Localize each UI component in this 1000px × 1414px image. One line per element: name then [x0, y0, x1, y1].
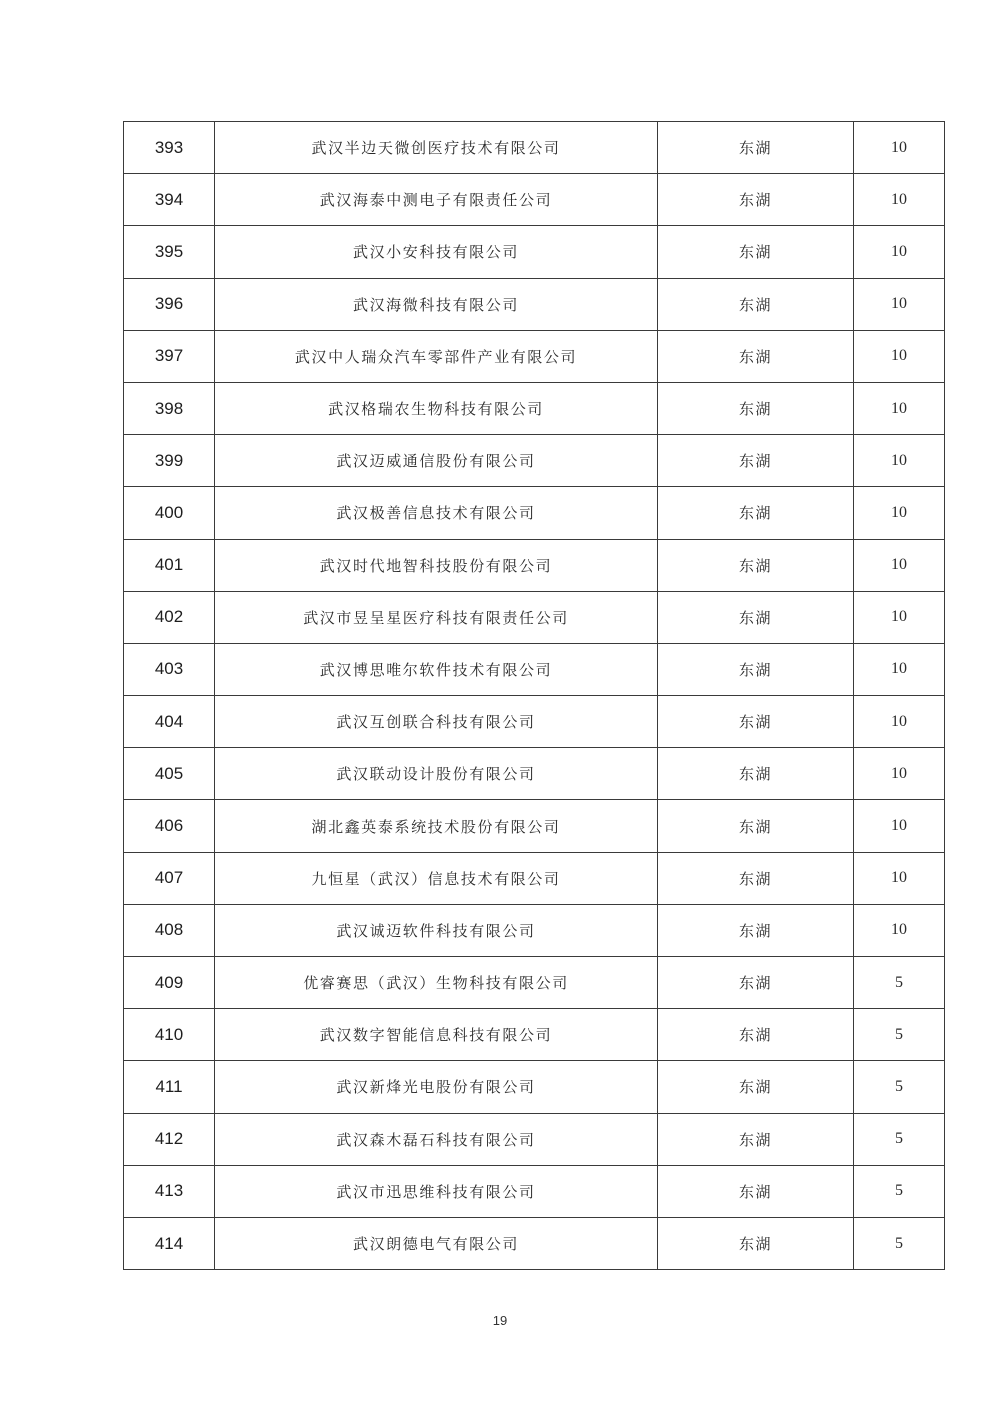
company-name-cell: 武汉海微科技有限公司 [215, 278, 658, 330]
row-number-cell: 395 [124, 226, 215, 278]
row-number-cell: 398 [124, 382, 215, 434]
district-cell: 东湖 [658, 1113, 854, 1165]
row-number-cell: 408 [124, 904, 215, 956]
score-cell: 10 [854, 591, 945, 643]
district-cell: 东湖 [658, 1217, 854, 1269]
table-row [124, 1113, 945, 1165]
table-row [124, 174, 945, 226]
score-cell: 10 [854, 539, 945, 591]
company-name-cell: 武汉森木磊石科技有限公司 [215, 1113, 658, 1165]
score-cell: 10 [854, 278, 945, 330]
score-cell: 10 [854, 696, 945, 748]
score-cell: 10 [854, 174, 945, 226]
district-cell: 东湖 [658, 382, 854, 434]
district-cell: 东湖 [658, 226, 854, 278]
company-name-cell: 武汉诚迈软件科技有限公司 [215, 904, 658, 956]
company-name-cell: 武汉朗德电气有限公司 [215, 1217, 658, 1269]
row-number-cell: 411 [124, 1061, 215, 1113]
district-cell: 东湖 [658, 1009, 854, 1061]
district-cell: 东湖 [658, 852, 854, 904]
score-cell: 10 [854, 800, 945, 852]
district-cell: 东湖 [658, 1061, 854, 1113]
table-row [124, 226, 945, 278]
table-row [124, 852, 945, 904]
score-cell: 10 [854, 904, 945, 956]
row-number-cell: 409 [124, 957, 215, 1009]
district-cell: 东湖 [658, 800, 854, 852]
district-cell: 东湖 [658, 748, 854, 800]
table-row [124, 435, 945, 487]
company-name-cell: 武汉互创联合科技有限公司 [215, 696, 658, 748]
district-cell: 东湖 [658, 696, 854, 748]
company-name-cell: 武汉市迅思维科技有限公司 [215, 1165, 658, 1217]
score-cell: 10 [854, 382, 945, 434]
row-number-cell: 407 [124, 852, 215, 904]
table-row [124, 1217, 945, 1269]
score-cell: 10 [854, 643, 945, 695]
table-row [124, 591, 945, 643]
table-row [124, 1061, 945, 1113]
district-cell: 东湖 [658, 591, 854, 643]
table-row [124, 330, 945, 382]
company-name-cell: 武汉数字智能信息科技有限公司 [215, 1009, 658, 1061]
company-table-body [124, 122, 945, 1270]
company-table [123, 121, 945, 1270]
company-name-cell: 湖北鑫英泰系统技术股份有限公司 [215, 800, 658, 852]
company-name-cell: 武汉时代地智科技股份有限公司 [215, 539, 658, 591]
row-number-cell: 404 [124, 696, 215, 748]
row-number-cell: 396 [124, 278, 215, 330]
district-cell: 东湖 [658, 435, 854, 487]
district-cell: 东湖 [658, 487, 854, 539]
table-row [124, 696, 945, 748]
table-row [124, 382, 945, 434]
score-cell: 5 [854, 1217, 945, 1269]
table-row [124, 643, 945, 695]
score-cell: 5 [854, 1061, 945, 1113]
table-row [124, 539, 945, 591]
district-cell: 东湖 [658, 330, 854, 382]
row-number-cell: 393 [124, 122, 215, 174]
row-number-cell: 401 [124, 539, 215, 591]
district-cell: 东湖 [658, 278, 854, 330]
table-row [124, 487, 945, 539]
company-name-cell: 武汉小安科技有限公司 [215, 226, 658, 278]
company-name-cell: 武汉市昱呈星医疗科技有限责任公司 [215, 591, 658, 643]
company-name-cell: 武汉新烽光电股份有限公司 [215, 1061, 658, 1113]
score-cell: 10 [854, 435, 945, 487]
row-number-cell: 403 [124, 643, 215, 695]
table-row [124, 957, 945, 1009]
row-number-cell: 413 [124, 1165, 215, 1217]
score-cell: 10 [854, 748, 945, 800]
table-row [124, 122, 945, 174]
score-cell: 5 [854, 1165, 945, 1217]
company-name-cell: 武汉半边天微创医疗技术有限公司 [215, 122, 658, 174]
company-name-cell: 九恒星（武汉）信息技术有限公司 [215, 852, 658, 904]
row-number-cell: 399 [124, 435, 215, 487]
table-row [124, 748, 945, 800]
row-number-cell: 405 [124, 748, 215, 800]
score-cell: 10 [854, 487, 945, 539]
row-number-cell: 394 [124, 174, 215, 226]
table-row [124, 904, 945, 956]
district-cell: 东湖 [658, 904, 854, 956]
page-number: 19 [492, 1313, 508, 1328]
score-cell: 10 [854, 852, 945, 904]
district-cell: 东湖 [658, 539, 854, 591]
company-name-cell: 武汉中人瑞众汽车零部件产业有限公司 [215, 330, 658, 382]
row-number-cell: 397 [124, 330, 215, 382]
score-cell: 5 [854, 957, 945, 1009]
row-number-cell: 402 [124, 591, 215, 643]
score-cell: 10 [854, 226, 945, 278]
district-cell: 东湖 [658, 174, 854, 226]
table-row [124, 800, 945, 852]
table-row [124, 1165, 945, 1217]
score-cell: 5 [854, 1113, 945, 1165]
row-number-cell: 406 [124, 800, 215, 852]
district-cell: 东湖 [658, 122, 854, 174]
row-number-cell: 410 [124, 1009, 215, 1061]
company-name-cell: 优睿赛思（武汉）生物科技有限公司 [215, 957, 658, 1009]
company-name-cell: 武汉海泰中测电子有限责任公司 [215, 174, 658, 226]
row-number-cell: 414 [124, 1217, 215, 1269]
company-name-cell: 武汉极善信息技术有限公司 [215, 487, 658, 539]
score-cell: 10 [854, 122, 945, 174]
table-row [124, 1009, 945, 1061]
score-cell: 10 [854, 330, 945, 382]
score-cell: 5 [854, 1009, 945, 1061]
district-cell: 东湖 [658, 957, 854, 1009]
company-name-cell: 武汉博思唯尔软件技术有限公司 [215, 643, 658, 695]
company-name-cell: 武汉迈威通信股份有限公司 [215, 435, 658, 487]
company-name-cell: 武汉联动设计股份有限公司 [215, 748, 658, 800]
district-cell: 东湖 [658, 643, 854, 695]
row-number-cell: 412 [124, 1113, 215, 1165]
district-cell: 东湖 [658, 1165, 854, 1217]
table-row [124, 278, 945, 330]
company-name-cell: 武汉格瑞农生物科技有限公司 [215, 382, 658, 434]
row-number-cell: 400 [124, 487, 215, 539]
